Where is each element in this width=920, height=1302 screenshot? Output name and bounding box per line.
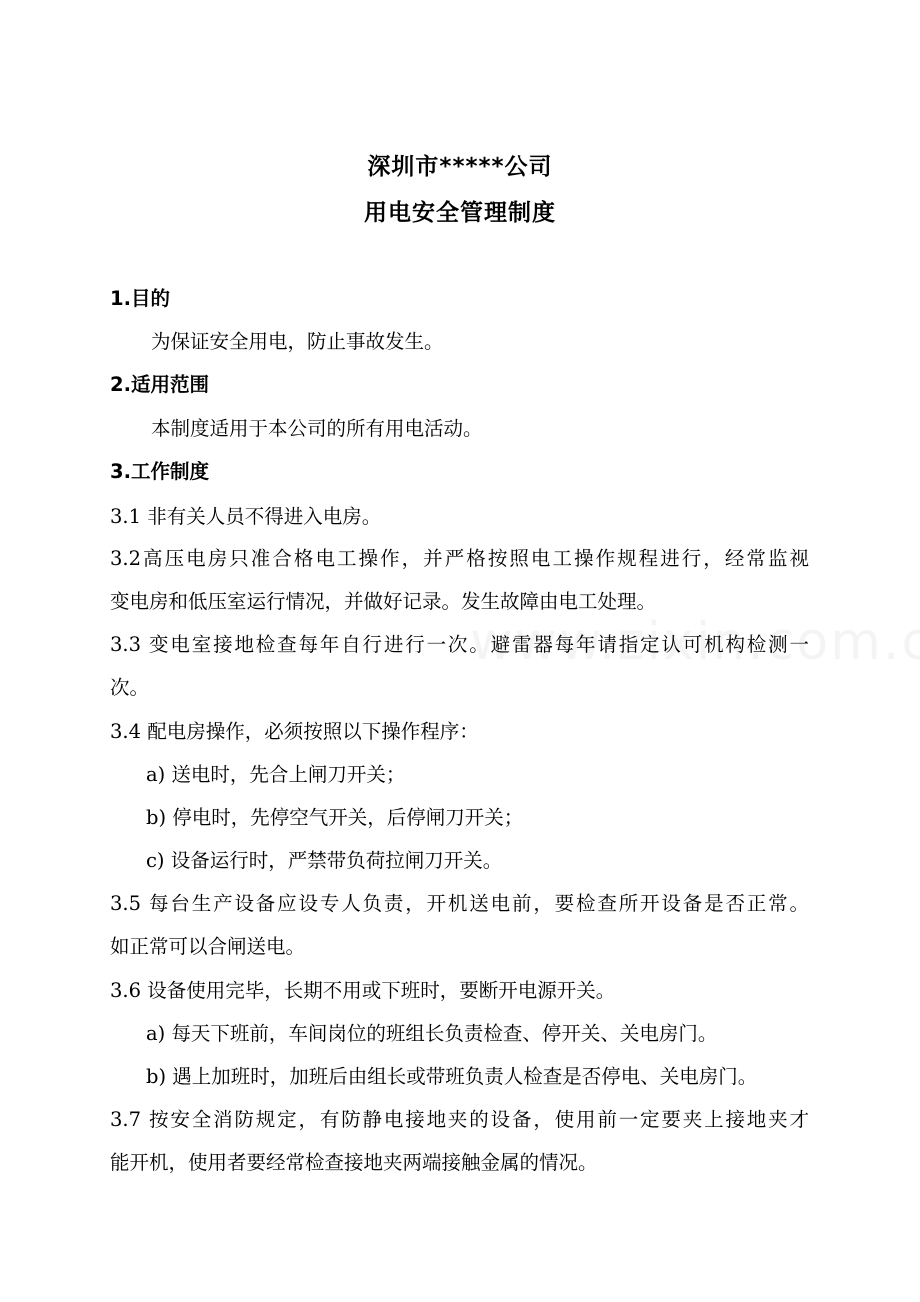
rule-3-4-item-a: a) 送电时，先合上闸刀开关；	[146, 763, 406, 786]
document-title-company: 深圳市*****公司	[367, 154, 553, 180]
rule-3-4-item-c: c) 设备运行时，严禁带负荷拉闸刀开关。	[146, 849, 503, 872]
rule-3-3-line-2: 次。	[110, 676, 150, 699]
rule-3-6-item-b: b) 遇上加班时，加班后由组长或带班负责人检查是否停电、关电房门。	[146, 1065, 758, 1088]
rule-3-4-item-b: b) 停电时，先停空气开关，后停闸刀开关；	[146, 806, 524, 829]
watermark	[470, 612, 920, 672]
rule-3-5-line-2: 如正常可以合闸送电。	[110, 935, 306, 958]
rule-3-3-line-1: 3.3 变电室接地检查每年自行进行一次。避雷器每年请指定认可机构检测一	[110, 633, 809, 656]
rule-3-4: 3.4 配电房操作，必须按照以下操作程序：	[110, 720, 479, 743]
section-heading-scope: 2.适用范围	[110, 373, 209, 396]
rule-3-7-line-1: 3.7 按安全消防规定，有防静电接地夹的设备，使用前一定要夹上接地夹才	[110, 1108, 809, 1131]
section-heading-rules: 3.工作制度	[110, 460, 209, 483]
rule-3-2-line-1: 3.2高压电房只准合格电工操作，并严格按照电工操作规程进行，经常监视	[110, 547, 809, 570]
rule-3-7-line-2: 能开机，使用者要经常检查接地夹两端接触金属的情况。	[110, 1151, 598, 1174]
document-title: 用电安全管理制度	[364, 200, 556, 226]
paragraph-scope: 本制度适用于本公司的所有用电活动。	[151, 417, 483, 440]
paragraph-purpose: 为保证安全用电，防止事故发生。	[151, 330, 444, 353]
rule-3-1: 3.1 非有关人员不得进入电房。	[110, 505, 382, 528]
rule-3-6-item-a: a) 每天下班前，车间岗位的班组长负责检查、停开关、关电房门。	[146, 1022, 718, 1045]
section-heading-purpose: 1.目的	[110, 287, 170, 310]
rule-3-6: 3.6 设备使用完毕，长期不用或下班时，要断开电源开关。	[110, 979, 616, 1002]
rule-3-2-line-2: 变电房和低压室运行情况，并做好记录。发生故障由电工处理。	[110, 590, 657, 613]
rule-3-5-line-1: 3.5 每台生产设备应设专人负责，开机送电前，要检查所开设备是否正常。	[110, 892, 809, 915]
